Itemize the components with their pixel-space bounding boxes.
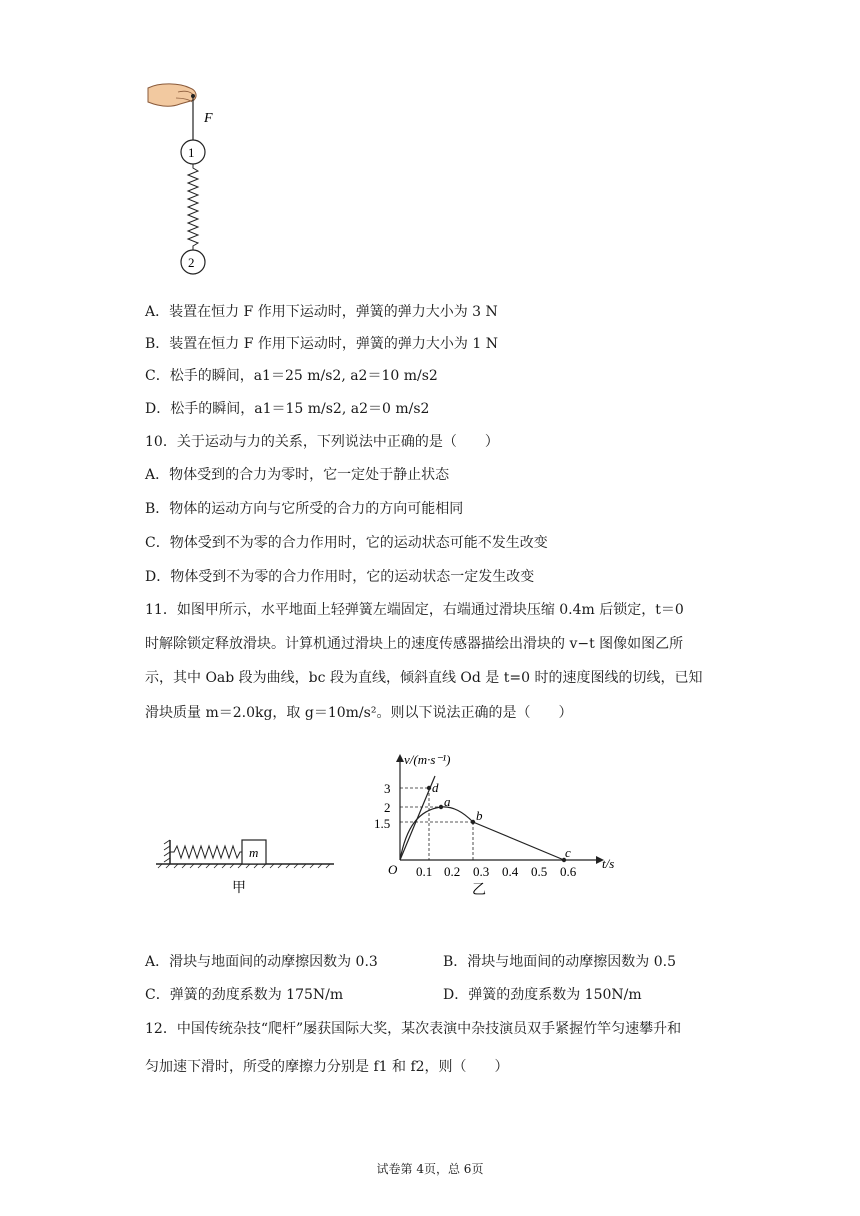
force-label: F [204, 111, 213, 126]
svg-text:O: O [388, 862, 398, 877]
svg-text:0.2: 0.2 [444, 864, 461, 879]
q11-option-a: A．滑块与地面间的动摩擦因数为 0.3 [145, 954, 378, 970]
q10-option-b: B．物体的运动方向与它所受的合力的方向可能相同 [145, 501, 464, 517]
q9-option-b: B．装置在恒力 F 作用下运动时，弹簧的弹力大小为 1 N [145, 336, 498, 352]
svg-text:0.1: 0.1 [416, 864, 433, 879]
hand-icon [148, 84, 196, 106]
q10-option-c: C．物体受到不为零的合力作用时，它的运动状态可能不发生改变 [145, 535, 548, 551]
spring-balls-figure [140, 78, 240, 278]
svg-text:d: d [432, 780, 439, 795]
q10-option-d: D．物体受到不为零的合力作用时，它的运动状态一定发生改变 [145, 569, 535, 585]
q11-stem-line4: 滑块质量 m＝2.0kg，取 g＝10m/s²。则以下说法正确的是（ ） [145, 705, 573, 721]
spring [188, 164, 198, 250]
q11-stem-line1: 11．如图甲所示，水平地面上轻弹簧左端固定，右端通过滑块压缩 0.4m 后锁定，t＝0 [145, 602, 684, 618]
q10-option-a: A．物体受到的合力为零时，它一定处于静止状态 [145, 467, 450, 483]
svg-text:3: 3 [384, 781, 391, 796]
svg-text:0.3: 0.3 [473, 864, 490, 879]
svg-text:1: 1 [188, 145, 195, 160]
q10-stem: 10．关于运动与力的关系，下列说法中正确的是（ ） [145, 434, 499, 450]
svg-text:b: b [476, 808, 483, 823]
figure-jia [150, 830, 340, 900]
svg-text:0.4: 0.4 [502, 864, 519, 879]
svg-text:v/(m·s⁻¹): v/(m·s⁻¹) [404, 752, 451, 767]
caption-jia: 甲 [232, 880, 246, 896]
q9-option-c: C．松手的瞬间，a1＝25 m/s2, a2＝10 m/s2 [145, 368, 438, 384]
q11-stem-line3: 示，其中 Oab 段为曲线，bc 段为直线，倾斜直线 Od 是 t=0 时的速度图线的切线，已知 [145, 670, 703, 686]
horizontal-spring [170, 846, 242, 858]
svg-text:m: m [249, 845, 259, 860]
q12-stem-line1: 12．中国传统杂技“爬杆”屡获国际大奖，某次表演中杂技演员双手紧握竹竿匀速攀升和 [145, 1021, 682, 1037]
svg-text:2: 2 [188, 255, 195, 270]
caption-yi: 乙 [472, 882, 486, 898]
svg-text:a: a [444, 794, 451, 809]
svg-text:0.5: 0.5 [531, 864, 548, 879]
q9-option-a: A．装置在恒力 F 作用下运动时，弹簧的弹力大小为 3 N [145, 304, 498, 320]
figure-yi-vt-graph [360, 748, 630, 898]
q11-option-b: B．滑块与地面间的动摩擦因数为 0.5 [443, 954, 677, 970]
svg-text:t/s: t/s [602, 856, 615, 871]
svg-text:2: 2 [384, 800, 391, 815]
q11-option-d: D．弹簧的劲度系数为 150N/m [443, 987, 642, 1003]
q9-option-d: D．松手的瞬间，a1＝15 m/s2, a2＝0 m/s2 [145, 401, 430, 417]
page-footer: 试卷第 4页，总 6页 [376, 1162, 484, 1176]
q11-option-c: C．弹簧的劲度系数为 175N/m [145, 987, 344, 1003]
q11-stem-line2: 时解除锁定释放滑块。计算机通过滑块上的速度传感器描绘出滑块的 v−t 图像如图乙所 [145, 636, 684, 652]
svg-text:c: c [565, 845, 571, 860]
svg-text:0.6: 0.6 [560, 864, 577, 879]
svg-text:1.5: 1.5 [374, 816, 391, 831]
q12-stem-line2: 匀加速下滑时，所受的摩擦力分别是 f1 和 f2，则（ ） [145, 1059, 509, 1075]
